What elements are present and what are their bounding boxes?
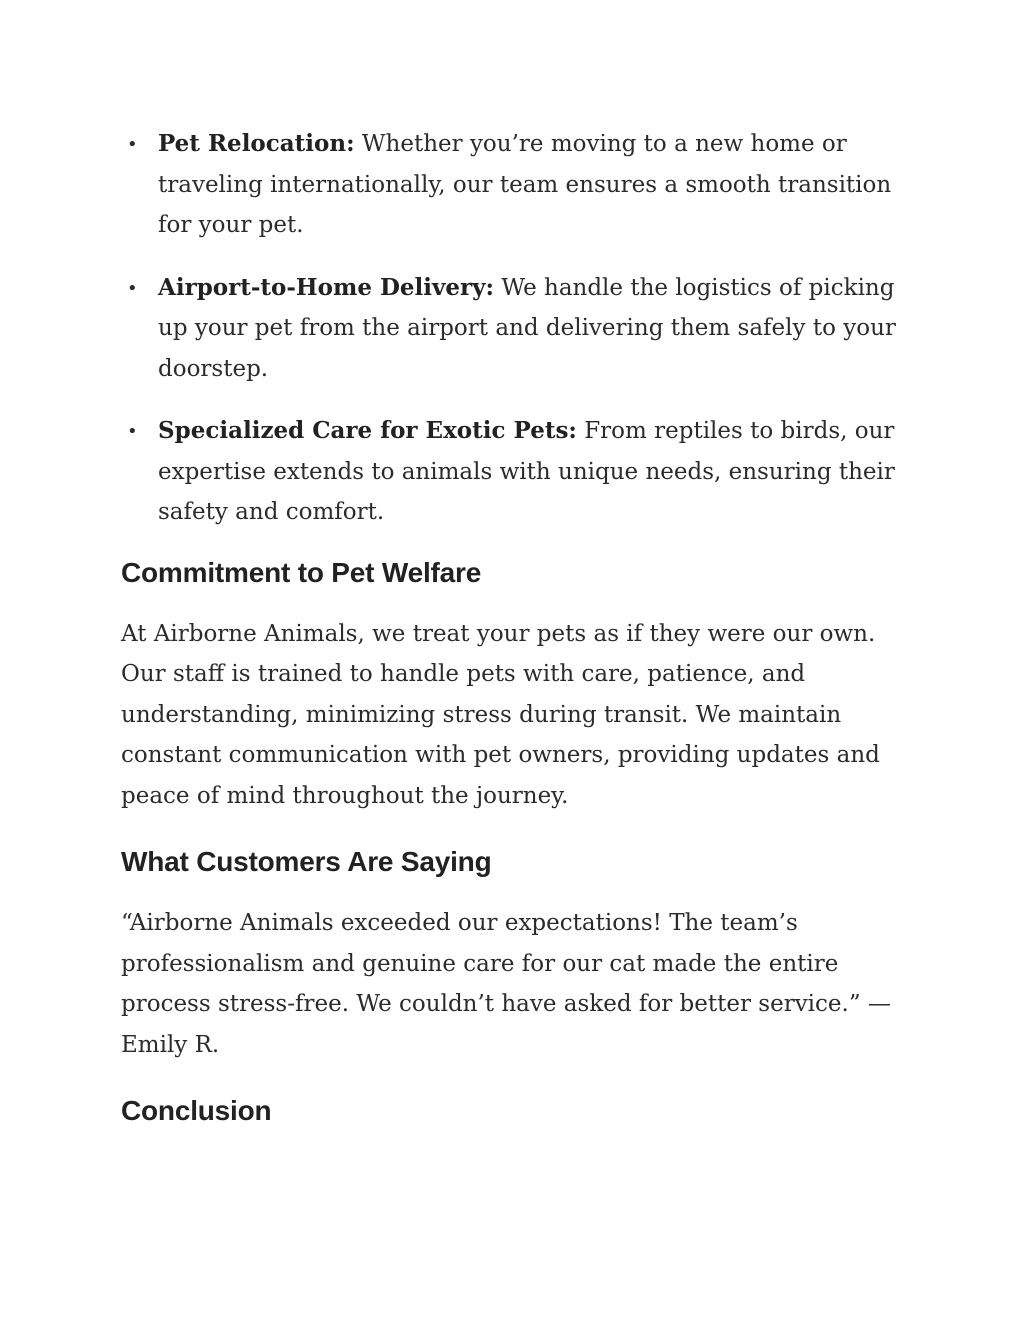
service-term: Pet Relocation: bbox=[158, 130, 355, 157]
service-description: From reptiles to birds, our expertise extends to animals with unique needs, ensuring their safety and comfort. bbox=[158, 418, 895, 525]
section-heading-commitment: Commitment to Pet Welfare bbox=[121, 556, 482, 588]
bullet-icon: • bbox=[127, 421, 138, 442]
service-item-pet-relocation bbox=[121, 124, 901, 246]
section-heading-testimonials: What Customers Are Saying bbox=[121, 846, 492, 877]
commitment-paragraph: At Airborne Animals, we treat your pets as if they were our own. Our staff is trained to handle pets with care, patience, and understanding, minimizing stress during transit. We maintain constant communication with pet owners, providing updates and peace of mind throughout the journey. bbox=[121, 620, 880, 809]
service-item-airport-to-home bbox=[121, 268, 901, 390]
bullet-icon: • bbox=[127, 277, 138, 299]
service-description: Whether you’re moving to a new home or traveling internationally, our team ensures a smooth transition for your pet. bbox=[158, 131, 892, 238]
testimonial-quote: “Airborne Animals exceeded our expectations! The team’s professionalism and genuine care for our cat made the entire process stress-free. We couldn’t have asked for better service.” — Emily R. bbox=[121, 910, 891, 1058]
article-content bbox=[121, 124, 901, 1152]
service-description: We handle the logistics of picking up your pet from the airport and delivering them safely to your doorstep. bbox=[158, 274, 896, 382]
section-heading-conclusion: Conclusion bbox=[121, 1095, 272, 1126]
service-term: Airport-to-Home Delivery: bbox=[158, 273, 494, 301]
service-term: Specialized Care for Exotic Pets: bbox=[158, 417, 577, 444]
service-item-exotic-pets bbox=[121, 411, 901, 533]
bullet-icon: • bbox=[127, 134, 138, 155]
services-list bbox=[121, 124, 901, 533]
